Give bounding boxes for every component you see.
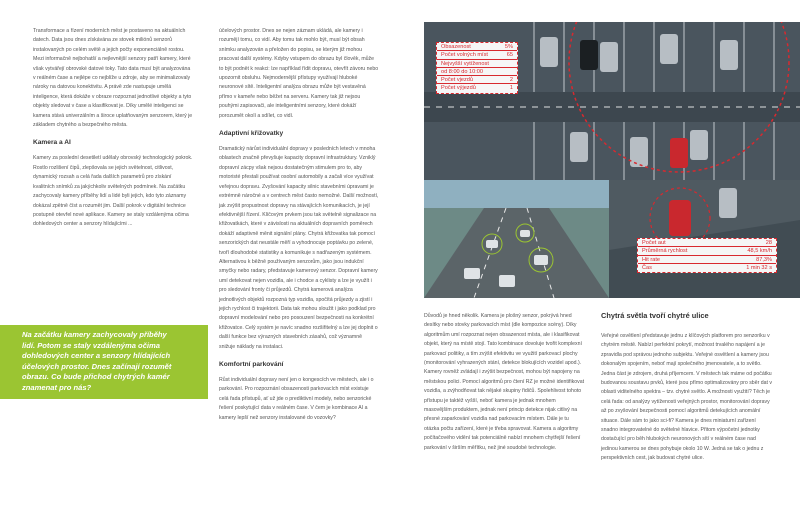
highway-traffic-illustration [424, 180, 609, 298]
stat-label: Počet aut [642, 240, 666, 246]
panel-row [437, 76, 517, 84]
stat-label: Čas [642, 264, 652, 271]
continuation-paragraph: účelových prostor. Dnes se nejen záznam ukládá, ale kamery i rozumějí tomu, co vidí. Aby tomu tak mohlo být, musí být obsah snímku analyzován a přeložen do popisu, se kterým již mohou pracovat další systémy. Kdyby vstupem do obrazu byl člověk, může to být podnět k reakci: lze například řídit dopravu, otevřít závoru nebo upozornit obsluhu. Nejmodernější přístupy využívají hluboké neuronové sítě. Inteligentní analýza obrazu může být vestavěná přímo v kameře nebo běžet na serveru. Kamery tak již nejsou pouhými zapisovači, ale inteligentními senzory, které dokáží porozumět okolí a sdílet, co vidí. [219, 28, 379, 119]
adaptive-crossroads-paragraph: Dramatický nárůst individuální dopravy v posledních letech v mnoha oblastech značně převyšuje kapacity dopravní infrastruktury. Vzniklý dopravní zácpy však nejsou dostatečným stimulem pro to, aby motoristé přestali používat osobní automobily a začali více využívat veřejnou dopravu. Zvyšování kapacity silnic stavebními úpravami je extrémně náročné a v centrech měst často nemožné. Další možností, jak zvýšit propustnost dopravy na stávajících komunikacích, je její efektivnější řízení. Klíčovým prvkem jsou tak světelně signalizace na křižovatkách, které v závislosti na aktuálních dopravních poměrech dokáží adaptivně měnit signální plány. Chytrá křižovatka tak pomocí senzorických dat neustále měří a vyhodnocuje poptávku po zelené, tvoří dlouhodobé statistiky a komunikuje s nadřazeným systémem. Alternativou k běžně používaným senzorům, jako jsou indukční smyčky nebo radary, představuje kamerový senzor. Dopravní kamery umí detekovat nejen vozidla, ale i chodce a cyklisty a lze je využít i pro sledování fronty či průjezdů. Chytrá kamerová analýza jednotlivých objektů rozpozná typ vozidla, spočítá průjezdy a zjistí i jejich rychlost či trajektorii. Data tak mohou sloužit i jako podklad pro dopravní modelování nebo pro posouzení bezpečnosti na konkrétní křižovatce. Celý systém je navíc snadno rozšiřitelný a lze jej doplnit o další funkce bez výrazných stavebních zásahů, což významně snižuje náklady na instalaci. [219, 146, 379, 350]
section-heading-smart-lights: Chytrá světla tvoří chytré ulice [601, 311, 709, 320]
stat-value: 28 [765, 240, 772, 246]
section-heading-camera-ai: Kamera a AI [33, 139, 71, 147]
stat-label: Počet výjezdů [441, 85, 476, 92]
callout-line: obrazu. Co bude přichod chytrých kamér [22, 372, 170, 382]
camera-ai-paragraph: Kamery za poslední desetiletí udělaly obrovský technologický pokrok. Rostlo rozlišení čipů, zlepšovala se jejich světelnost, citlivost, dynamický rozsah a celá řada dalších parametrů pro získání kvalitních snímků za jakýchkoliv světelných podmínek. Na začátku zachycovaly kamery příběhy lidí a lidé byli jejich, kdo tyto záznamy dokázal zpětně číst a rozumět jim. Další pokrok v digitální technice postupně otevřel nové aplikace. Kamery se staly vzdálenýma očima dohledových center a senzory hlídajícími ... [33, 155, 193, 228]
intro-paragraph: Transformace a řízení moderních měst je postaveno na aktuálních datech. Data jsou dnes získávána ze stovek miliónů senzorů instalovaných po celém světě a jejich počty exponenciálně rostou. Mezi informačně nejbohatší a nejlevnější senzory patří kamery, které však vytvářejí obrovské datové toky. Tato data musí být analyzována v reálném čase a nejlépe co nejblíže u zdroje, aby se minimalizovaly nároky na datovou konektivitu. A právě zde nastupuje umělá inteligence, která dokáže v obraze rozpoznat jednotlivé objekty a tyto objekty sledovat v čase a klasifikovat je. Díky umělé inteligenci se kamera stává univerzálním a široce uplatňovaným senzorem, který je základem chytrého a bezpečného města. [33, 28, 193, 129]
stat-value: 1 min 32 s [746, 264, 772, 271]
panel-row [638, 247, 776, 255]
panel-row [638, 256, 776, 264]
traffic-stats-panel [637, 238, 777, 273]
smart-lights-paragraph: Veřejné osvětlení představuje jednu z klíčových platforem pro senzoriku v chytrém městě. Nabízí perfektní pokrytí, možnost trvalého napájení a je zpravidla pod správou jednoho subjektu. Veřejné osvětlení a kamery jsou dokonalým spojením, neboť mají společného jmenovatele, a to světlo. Jedna část je zdrojem, druhá příjemcem. V městech tak máme od počátku budovanou soustavu prvků, které jsou přímo optimalizovány pro sběr dat v oblasti viditelného spektra – tzv. chytré světlo. A možnosti využití? Těch je celá řada: od analýzy vytíženosti veřejných prostor, monitorování dopravy až po zvyšování bezpečnosti pomocí algoritmů detekujících anomální situace. Dále sám to jako sci-fi? Kamera je dnes miniaturní zařízení snadno integrovatelné do světelné hlavice. Přitom výpočetní jednotky dostačující pro běh hlubokých neuronových sítí v reálném čase nad jedinou kamerou se dnes pohybuje okolo 10 W. Jedná se tak o jednu z perspektivních cest, jak budovat chytré ulice. [601, 333, 772, 462]
stat-label: Průměrná rychlost [642, 248, 688, 255]
callout-line: Na začátku kamery zachycovaly příběhy [22, 330, 167, 339]
panel-row [638, 239, 776, 247]
stat-value: 2 [509, 77, 513, 84]
text-column-1 [33, 27, 193, 230]
stat-value: 5% [504, 44, 513, 50]
callout-line: znamenat pro nás? [22, 382, 92, 392]
stat-value: 1 [509, 85, 513, 92]
parking-paragraph: Růst individuální dopravy není jen o kongescích ve městech, ale i o parkování. Pro rozpoznání obsazenosti parkovacích míst existuje celá řada přístupů, ať už jde o prediktivní modely, nebo senzorické řešení poskytující data v reálném čase. V čem je kombinace AI a kamery lepší než senzory instalované do vozovky? [219, 377, 374, 421]
highway-traffic-photo [424, 180, 609, 298]
panel-row [638, 264, 776, 272]
text-column-4 [601, 312, 773, 464]
panel-row [437, 51, 517, 59]
stat-label: Počet volných míst [441, 52, 488, 59]
stat-label: od 8:00 do 10:00 [441, 68, 483, 75]
text-column-3 [424, 312, 584, 453]
pull-quote-callout [0, 325, 208, 399]
stat-label: Obsazenost [441, 44, 471, 50]
callout-line: dohledových center a senzory hlídajících [22, 351, 171, 361]
stat-label: Hit rate [642, 256, 661, 263]
section-heading-parking: Komfortní parkování [219, 361, 284, 368]
panel-row [437, 60, 517, 68]
stat-value: 87,3% [756, 256, 772, 263]
panel-row [437, 43, 517, 51]
stat-label: Počet vjezdů [441, 77, 474, 84]
text-column-2 [219, 27, 379, 423]
callout-line: lidí. Potom se staly vzdálenýma očima [22, 340, 161, 350]
parking-aerial-photo [424, 22, 800, 187]
callout-line: účelových prostor. Dnes začínají rozumět [22, 361, 172, 371]
section-heading-adaptive-crossroads: Adaptivní křižovatky [219, 130, 284, 138]
panel-row [437, 84, 517, 92]
stat-label: Nejvyšší vytíženost [441, 60, 489, 67]
panel-row [437, 68, 517, 76]
street-traffic-photo [609, 180, 800, 298]
stat-value: 48,5 km/h [747, 248, 772, 255]
parking-benefits-paragraph: Důvodů je hned několik. Kamera je plošný senzor, pokrývá hned desítky nebo stovky parkovacích míst (dle kompozice scény). Díky algoritmům umí rozpoznat nejen obsazenost místa, ale i klasifikovat objekt, který na místě stojí. Tato kombinace dovoluje tvořit komplexní parkovací politiky, a tím zvýšit efektivitu ve využití parkovací plochy (monitorování vyhrazených stání, detekce blokujících vozidel apod.). Kamery rovněž zvládají i zvýšit bezpečnost, mohou být napojeny na městskou polici. Pomocí algoritmů pro čtení RZ je možné identifikovat vozidla, a zvýhodňovat tak nějaké skupiny řidičů. Spolehlivost tohoto přístupu je taktéž vyšší, neboť kamera je jednak mnohem masovějším produktem, jednak není princip detekce nijak citlivý na přesné zaparkování vozidla nad parkovacím místem. Dále je tu otázka počtu zařízení, které je třeba spravovat. Kamera a algoritmy počítačového vidění tak potenciálně nabízí mnohem chytřejší řešení parkování v širším měřítku, než jiné soudobé technologie. [424, 313, 585, 451]
parking-stats-panel [436, 42, 518, 94]
stat-value: 65 [506, 52, 513, 59]
